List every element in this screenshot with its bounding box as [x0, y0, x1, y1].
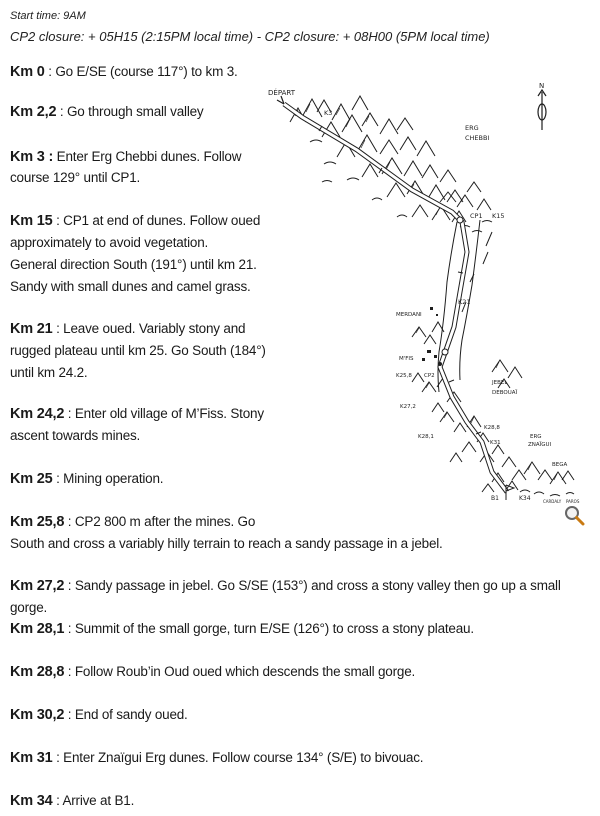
km-marker: Km 25,8	[10, 514, 65, 530]
roadbook-step	[10, 468, 163, 490]
route-line	[277, 96, 507, 492]
map-label-k272: K27,2	[400, 404, 416, 410]
roadbook-step	[10, 146, 241, 168]
step-instruction: South and cross a variably hilly terrain to reach a sandy passage in a jebel.	[10, 536, 443, 551]
km-marker: Km 2,2	[10, 104, 57, 120]
step-instruction: : Sandy passage in jebel. Go S/SE (153°) and cross a stony valley then go up a small gorge.	[10, 578, 561, 615]
roadbook-step	[10, 210, 260, 232]
step-instruction: : Mining operation.	[52, 471, 164, 486]
roadbook-step	[10, 61, 238, 83]
step-instruction: approximately to avoid vegetation.	[10, 235, 209, 250]
map-credit-paros: PAROS	[566, 499, 580, 504]
step-instruction: ascent towards mines.	[10, 428, 141, 443]
route-map	[262, 82, 592, 527]
map-label-erg-2: ERG	[530, 434, 542, 440]
roadbook-step	[10, 511, 255, 533]
map-label-mfis: M'FIS	[399, 356, 414, 362]
map-label-k288: K28,8	[484, 425, 500, 431]
km-marker: Km 28,1	[10, 621, 65, 637]
km-marker: Km 15	[10, 213, 53, 229]
km-marker: Km 31	[10, 750, 53, 766]
roadbook-step	[10, 661, 415, 683]
roadbook-step	[10, 425, 140, 447]
step-instruction: : CP1 at end of dunes. Follow oued	[52, 213, 261, 228]
roadbook-step	[10, 276, 251, 298]
roadbook-step	[10, 254, 257, 276]
map-label-merdani: MERDANI	[396, 312, 422, 318]
map-label-jebel: JEBEL	[492, 380, 508, 386]
map-label-k15: K15	[492, 212, 505, 220]
step-instruction: Sandy with small dunes and camel grass.	[10, 279, 251, 294]
step-instruction: : Leave oued. Variably stony and	[52, 321, 246, 336]
zoom-magnifier-icon[interactable]	[563, 504, 585, 526]
step-instruction: until km 24.2.	[10, 365, 88, 380]
step-instruction: Enter Erg Chebbi dunes. Follow	[53, 149, 242, 164]
map-label-cp1: CP1	[470, 212, 483, 220]
km-marker: Km 3 :	[10, 149, 54, 165]
step-instruction: : Enter old village of M’Fiss. Stony	[64, 406, 264, 421]
step-instruction: : Summit of the small gorge, turn E/SE (126°) to cross a stony plateau.	[64, 621, 474, 636]
roadbook-step	[10, 533, 443, 555]
step-instruction: General direction South (191°) until km 21.	[10, 257, 257, 272]
step-instruction: : Enter Znaïgui Erg dunes. Follow course 134° (S/E) to bivouac.	[52, 750, 424, 765]
roadbook-step	[10, 101, 203, 123]
roadbook-step	[10, 167, 140, 189]
roadbook-step	[10, 618, 474, 640]
km-marker: Km 28,8	[10, 664, 65, 680]
roadbook-step	[10, 362, 88, 384]
step-instruction: course 129° until CP1.	[10, 170, 141, 185]
roadbook-step	[10, 575, 600, 619]
roadbook-step	[10, 318, 245, 340]
roadbook-step	[10, 747, 423, 769]
km-marker: Km 21	[10, 321, 53, 337]
map-label-erg-1: ERG	[465, 124, 479, 132]
map-label-chebbi: CHEBBI	[465, 134, 490, 142]
map-credit-cardaly: CARDALY	[543, 499, 562, 504]
north-arrow-icon	[538, 90, 546, 130]
map-label-b1: B1	[491, 495, 499, 502]
km-marker: Km 30,2	[10, 707, 65, 723]
map-label-k34: K34	[519, 495, 531, 502]
step-instruction: : Go through small valley	[56, 104, 204, 119]
km-marker: Km 27,2	[10, 578, 65, 594]
step-instruction: : Go E/SE (course 117°) to km 3.	[44, 64, 238, 79]
map-label-k21: K21	[458, 298, 471, 306]
bivouac-flag-icon	[506, 485, 514, 500]
km-marker: Km 34	[10, 793, 53, 809]
km-marker: Km 25	[10, 471, 53, 487]
map-label-cp2: CP2	[424, 373, 435, 379]
km-marker: Km 24,2	[10, 406, 65, 422]
terrain-hatching	[295, 104, 557, 480]
map-label-k3: K3	[324, 109, 333, 117]
map-label-depart: DÉPART	[268, 89, 296, 97]
map-label-k258: K25,8	[396, 373, 412, 379]
map-label-north: N	[539, 82, 545, 90]
roadbook-step	[10, 790, 134, 812]
map-label-bega: BEGA	[552, 462, 568, 468]
roadbook-step	[10, 403, 264, 425]
roadbook-step	[10, 232, 208, 254]
step-instruction: : CP2 800 m after the mines. Go	[64, 514, 256, 529]
roadbook-step	[10, 704, 188, 726]
map-label-debouai: DEBOUAÏ	[492, 390, 518, 396]
step-instruction: : Follow Roub’in Oud oued which descends the small gorge.	[64, 664, 416, 679]
map-label-znaigui: ZNAÏGUI	[528, 442, 552, 448]
closure-times: CP2 closure: + 05H15 (2:15PM local time) - CP2 closure: + 08H00 (5PM local time)	[10, 29, 490, 44]
route-ticks	[319, 126, 481, 434]
step-instruction: rugged plateau until km 25. Go South (184°)	[10, 343, 266, 358]
map-label-k31: K31	[490, 440, 501, 446]
km-marker: Km 0	[10, 64, 45, 80]
step-instruction: : End of sandy oued.	[64, 707, 188, 722]
step-instruction: : Arrive at B1.	[52, 793, 135, 808]
start-time: Start time: 9AM	[10, 10, 86, 22]
roadbook-step	[10, 340, 266, 362]
map-label-k281: K28,1	[418, 434, 434, 440]
